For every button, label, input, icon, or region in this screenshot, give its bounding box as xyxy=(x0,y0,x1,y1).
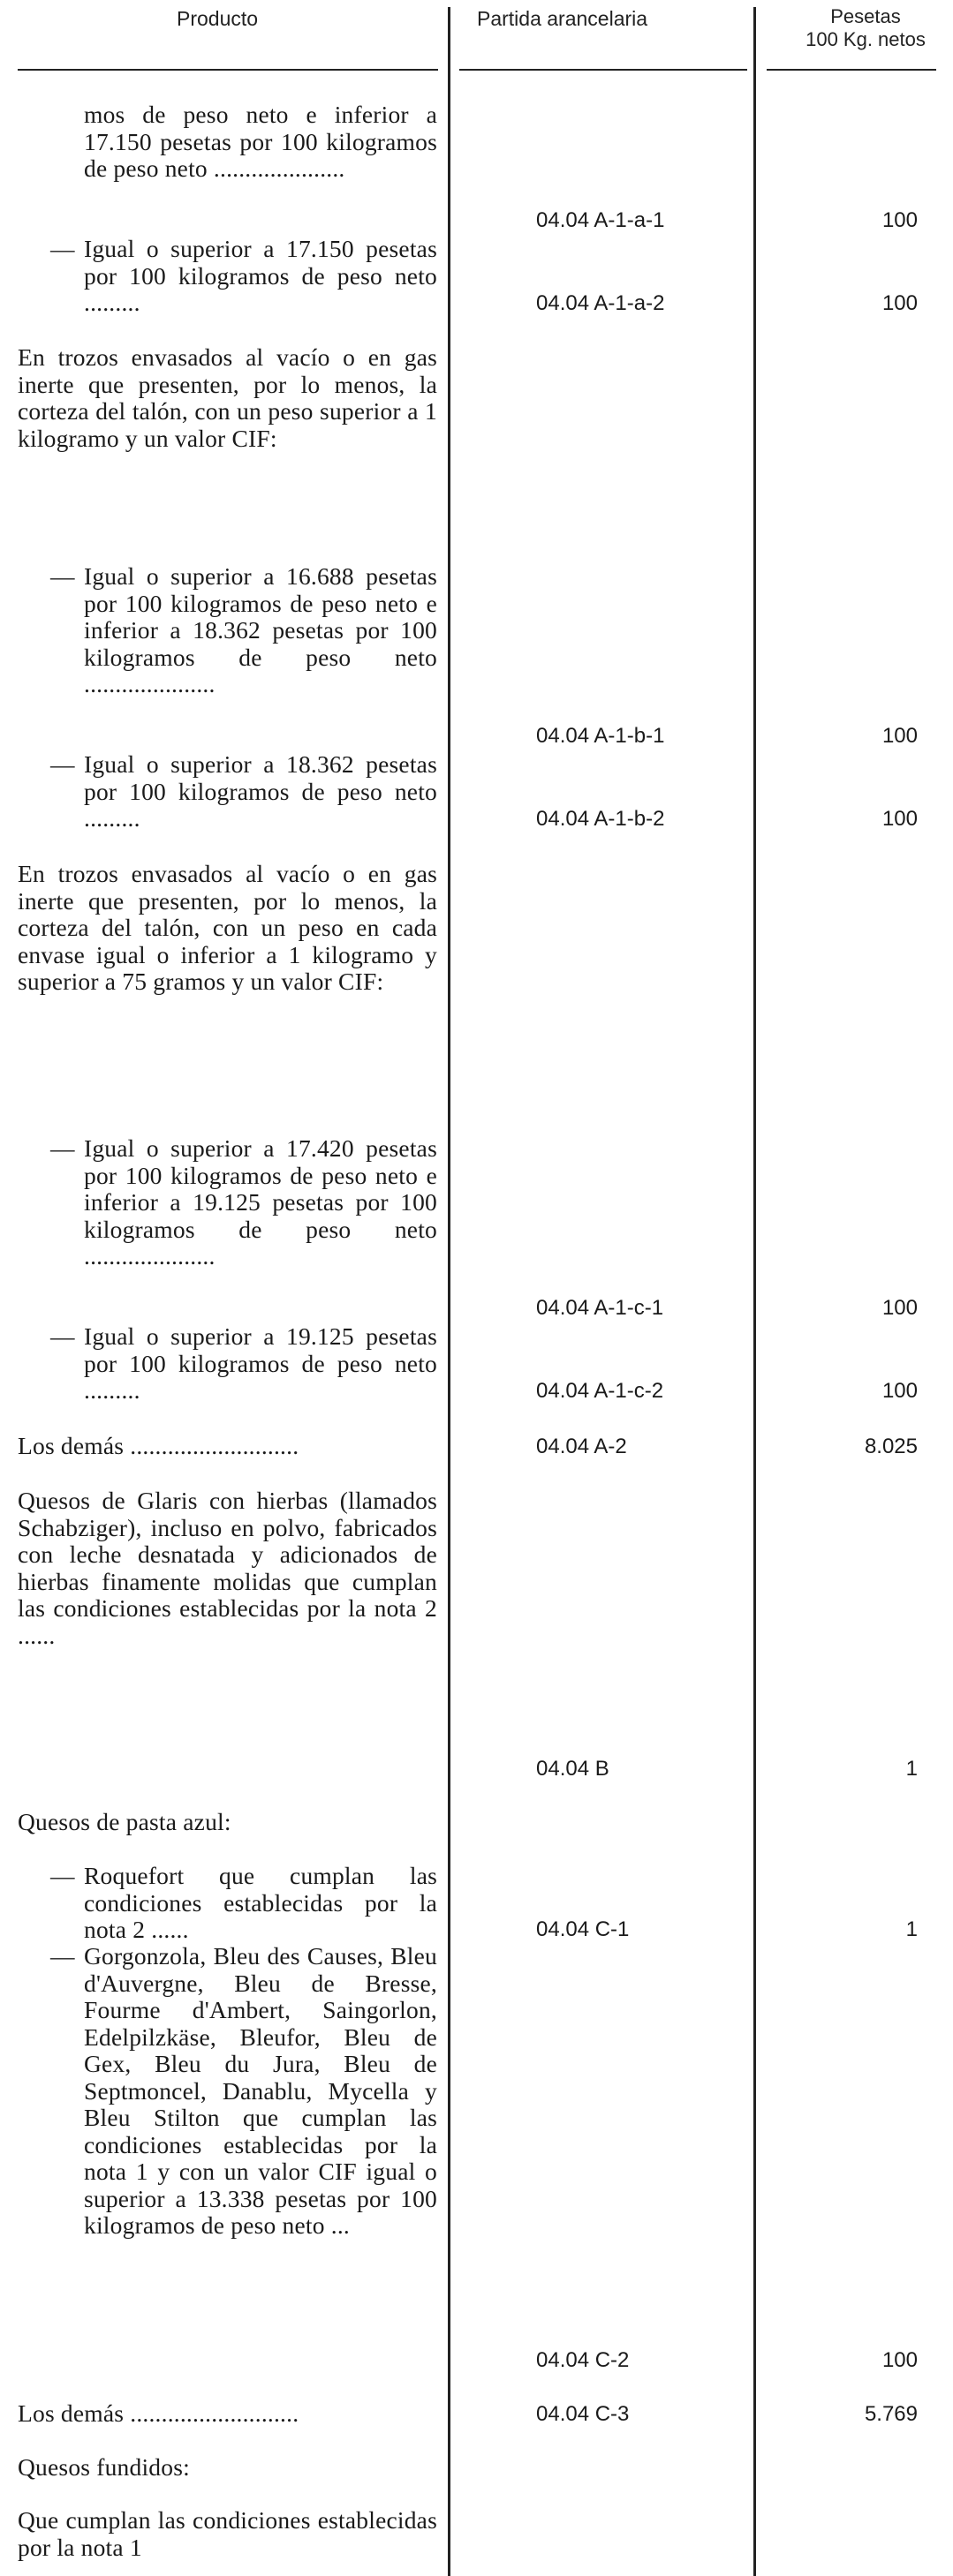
header-producto: Producto xyxy=(177,7,259,30)
partida-code: 04.04 C-2 xyxy=(536,2348,630,2372)
column-divider-1 xyxy=(448,7,450,2576)
product-text: Que cumplan las condiciones establecidas por la nota 1 xyxy=(18,2506,437,2561)
product-text: En trozos envasados al vacío o en gas inerte que presenten, por lo menos, la corteza del talón, con un peso superior a 1 kilogramo y un valor CIF: xyxy=(18,343,437,452)
pesetas-value: 100 xyxy=(881,724,918,748)
product-text: Gorgonzola, Bleu des Causes, Bleu d'Auvergne, Bleu de Bresse, Fourme d'Ambert, Saingorlon, Edelpilzkäse, Bleufor, Bleu de Gex, Bleu du Jura, Bleu de Septmoncel, Danablu, Mycella y Bleu Stilton que cumplan las condiciones establecidas por la nota 1 y con un valor CIF igual o superior a 13.338 pesetas por 100 kilogramos de peso neto ... xyxy=(84,1942,437,2239)
partida-code: 04.04 C-3 xyxy=(536,2402,630,2426)
pesetas-value: 100 xyxy=(881,1296,918,1320)
pesetas-value: 100 xyxy=(881,291,918,315)
header-pesetas xyxy=(790,5,941,51)
dash-marker: — xyxy=(50,1862,75,1889)
product-text: Igual o superior a 19.125 pesetas por 100 kilogramos de peso neto ......... xyxy=(84,1322,437,1404)
product-text: Los demás ........................... xyxy=(18,1432,299,1459)
partida-code: 04.04 C-1 xyxy=(536,1917,630,1941)
header-pesetas-line1: Pesetas xyxy=(830,5,901,27)
header-partida: Partida arancelaria xyxy=(477,7,648,30)
dash-marker: — xyxy=(50,235,75,262)
product-text: Quesos fundidos: xyxy=(18,2453,190,2481)
pesetas-value: 100 xyxy=(881,807,918,831)
dash-marker: — xyxy=(50,1134,75,1162)
partida-code: 04.04 A-2 xyxy=(536,1435,627,1458)
product-text: Quesos de Glaris con hierbas (llamados Schabziger), incluso en polvo, fabricados con leche desnatada y adicionados de hierbas finamente molidas que cumplan las condiciones establecidas por la nota 2 ...... xyxy=(18,1487,437,1649)
pesetas-value: 1 xyxy=(905,1917,918,1941)
partida-code: 04.04 A-1-b-1 xyxy=(536,724,665,748)
partida-code: 04.04 B xyxy=(536,1757,609,1781)
pesetas-value: 5.769 xyxy=(864,2402,918,2426)
header-rule-partida xyxy=(459,69,747,71)
header-rule-pesetas xyxy=(767,69,936,71)
product-text: Quesos de pasta azul: xyxy=(18,1808,231,1835)
header-pesetas-line2: 100 Kg. netos xyxy=(806,28,926,50)
partida-code: 04.04 A-1-a-2 xyxy=(536,291,665,315)
product-text: Igual o superior a 16.688 pesetas por 100 kilogramos de peso neto e inferior a 18.362 pesetas por 100 kilogramos de peso neto ..................... xyxy=(84,562,437,697)
pesetas-value: 1 xyxy=(905,1757,918,1781)
partida-code: 04.04 A-1-a-1 xyxy=(536,208,665,232)
product-text: Igual o superior a 18.362 pesetas por 100 kilogramos de peso neto ......... xyxy=(84,750,437,832)
dash-marker: — xyxy=(50,750,75,778)
dash-marker: — xyxy=(50,562,75,590)
dash-marker: — xyxy=(50,1942,75,1970)
partida-code: 04.04 A-1-b-2 xyxy=(536,807,665,831)
pesetas-value: 100 xyxy=(881,208,918,232)
dash-marker: — xyxy=(50,1322,75,1350)
product-text: Igual o superior a 17.420 pesetas por 100 kilogramos de peso neto e inferior a 19.125 pesetas por 100 kilogramos de peso neto ..................... xyxy=(84,1134,437,1269)
header-rule-producto xyxy=(18,69,438,71)
product-text: Roquefort que cumplan las condiciones establecidas por la nota 2 ...... xyxy=(84,1862,437,1943)
pesetas-value: 100 xyxy=(881,2348,918,2372)
product-text: En trozos envasados al vacío o en gas inerte que presenten, por lo menos, la corteza del talón, con un peso en cada envase igual o inferior a 1 kilogramo y superior a 75 gramos y un valor CIF: xyxy=(18,860,437,995)
pesetas-value: 8.025 xyxy=(864,1435,918,1458)
partida-code: 04.04 A-1-c-2 xyxy=(536,1379,664,1403)
product-text: Los demás ........................... xyxy=(18,2399,299,2427)
partida-code: 04.04 A-1-c-1 xyxy=(536,1296,664,1320)
product-text: mos de peso neto e inferior a 17.150 pesetas por 100 kilogramos de peso neto ..................... xyxy=(84,101,437,182)
product-text: Igual o superior a 17.150 pesetas por 100 kilogramos de peso neto ......... xyxy=(84,235,437,316)
column-divider-2 xyxy=(753,7,756,2576)
pesetas-value: 100 xyxy=(881,1379,918,1403)
